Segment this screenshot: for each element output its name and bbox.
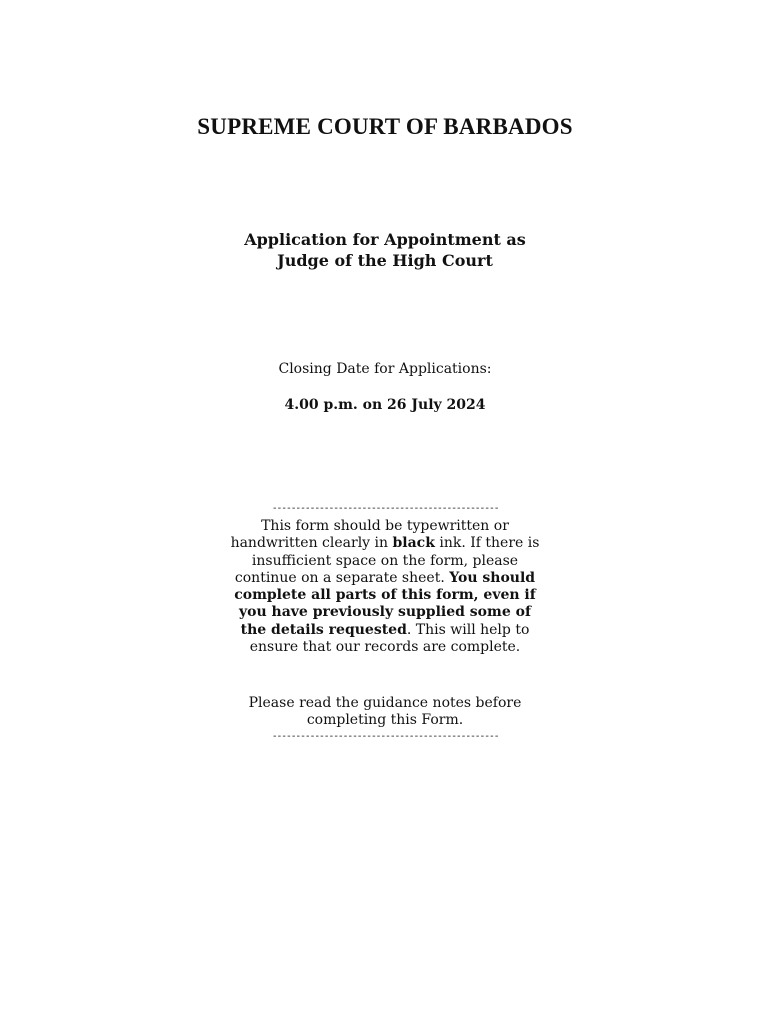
application-title — [0, 229, 770, 271]
guidance-notice: Please read the guidance notes before completing this Form. — [248, 695, 522, 729]
closing-date-label: Closing Date for Applications: — [278, 361, 492, 377]
form-instructions — [228, 518, 542, 656]
instructions-emphasis-complete: You should complete all parts of this form, even if you have previously supplied some of the details requested — [234, 569, 536, 638]
application-title-line2: Judge of the High Court — [277, 251, 493, 270]
court-title: SUPREME COURT OF BARBADOS — [197, 114, 573, 139]
divider-top: ------------------------------------------------ — [271, 503, 499, 514]
divider-bottom: ------------------------------------------------ — [271, 731, 499, 742]
closing-date-value: 4.00 p.m. on 26 July 2024 — [284, 397, 486, 413]
instructions-text-1: This form should be typewritten or handwritten clearly in — [230, 518, 509, 552]
application-title-line1: Application for Appointment as — [244, 230, 526, 249]
instructions-text-3: . This will help to ensure that our records are complete. — [249, 621, 530, 656]
instructions-text-2: ink. If there is insufficient space on the form, please continue on a separate sheet. — [234, 535, 540, 586]
instructions-emphasis-black: black — [392, 535, 435, 552]
